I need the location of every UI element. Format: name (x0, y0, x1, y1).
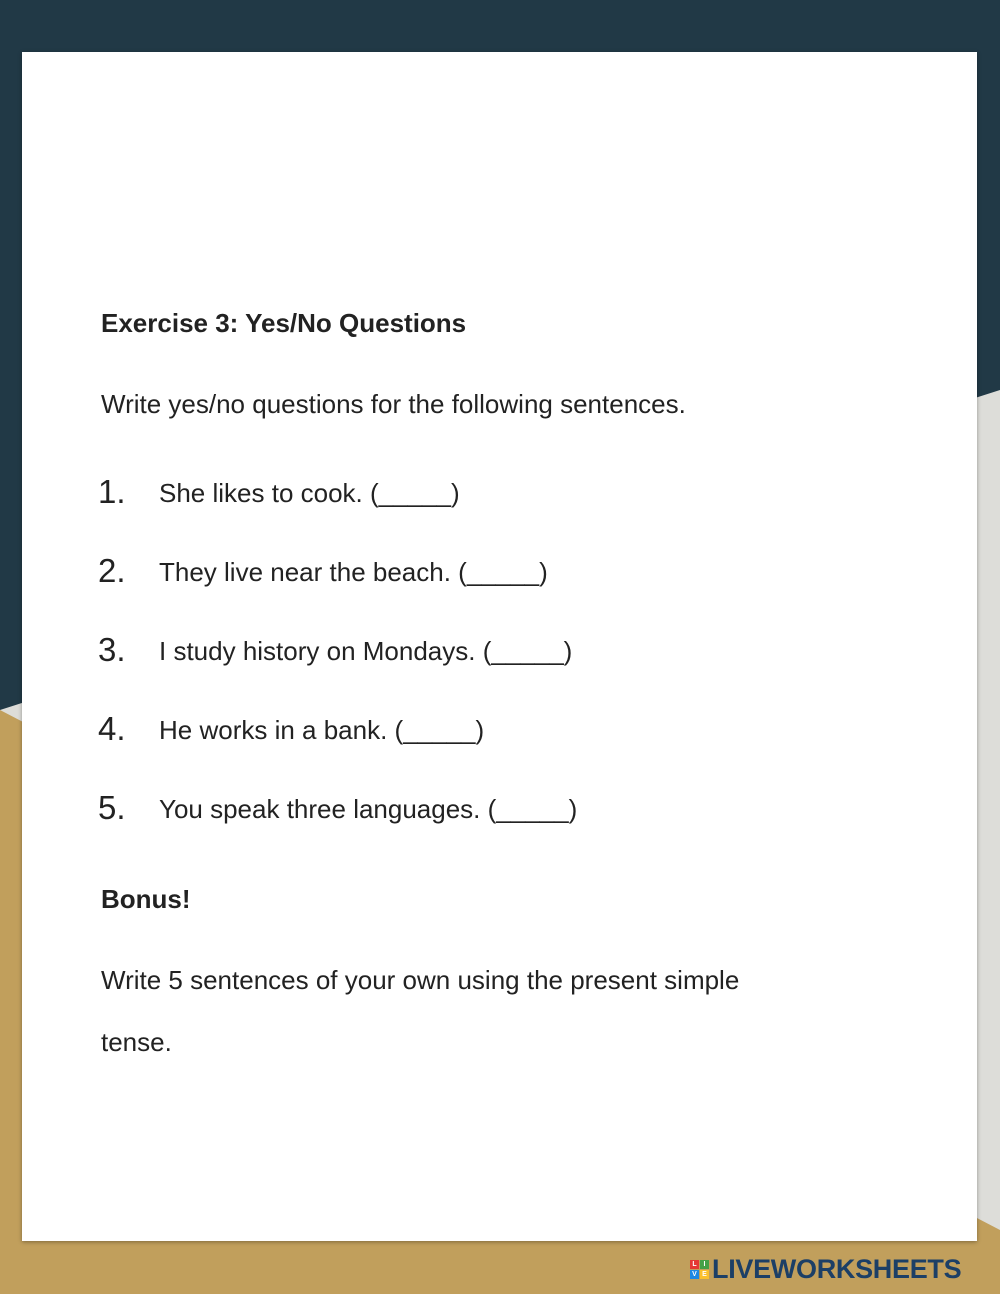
logo-letter-v: V (690, 1270, 699, 1279)
bonus-text-line-2: tense. (101, 1027, 172, 1057)
logo-letter-l: L (690, 1260, 699, 1269)
question-item (22, 631, 822, 671)
exercise-title: Exercise 3: Yes/No Questions (101, 308, 467, 338)
question-text: She likes to cook. (_____) (159, 478, 460, 508)
liveworksheets-brand-text: LIVEWORKSHEETS (712, 1253, 962, 1284)
question-number: 2. (98, 552, 126, 589)
question-item (22, 789, 822, 829)
liveworksheets-logo-icon (690, 1260, 709, 1279)
question-number: 3. (98, 631, 126, 668)
logo-letter-e: E (700, 1270, 709, 1279)
question-text: They live near the beach. (_____) (159, 557, 548, 587)
question-item (22, 473, 822, 513)
bonus-title: Bonus! (101, 884, 191, 914)
question-text: He works in a bank. (_____) (159, 715, 485, 745)
question-text: I study history on Mondays. (_____) (159, 636, 573, 666)
exercise-instructions: Write yes/no questions for the following sentences. (101, 389, 686, 419)
question-number: 4. (98, 710, 126, 747)
logo-letter-i: I (700, 1260, 709, 1269)
bonus-text-line-1: Write 5 sentences of your own using the present simple (101, 965, 740, 995)
worksheet-page (22, 52, 977, 1241)
question-number: 5. (98, 789, 126, 826)
liveworksheets-logo[interactable] (690, 1254, 961, 1284)
question-number: 1. (98, 473, 126, 510)
question-item (22, 710, 822, 750)
question-text: You speak three languages. (_____) (159, 794, 578, 824)
question-item (22, 552, 822, 592)
